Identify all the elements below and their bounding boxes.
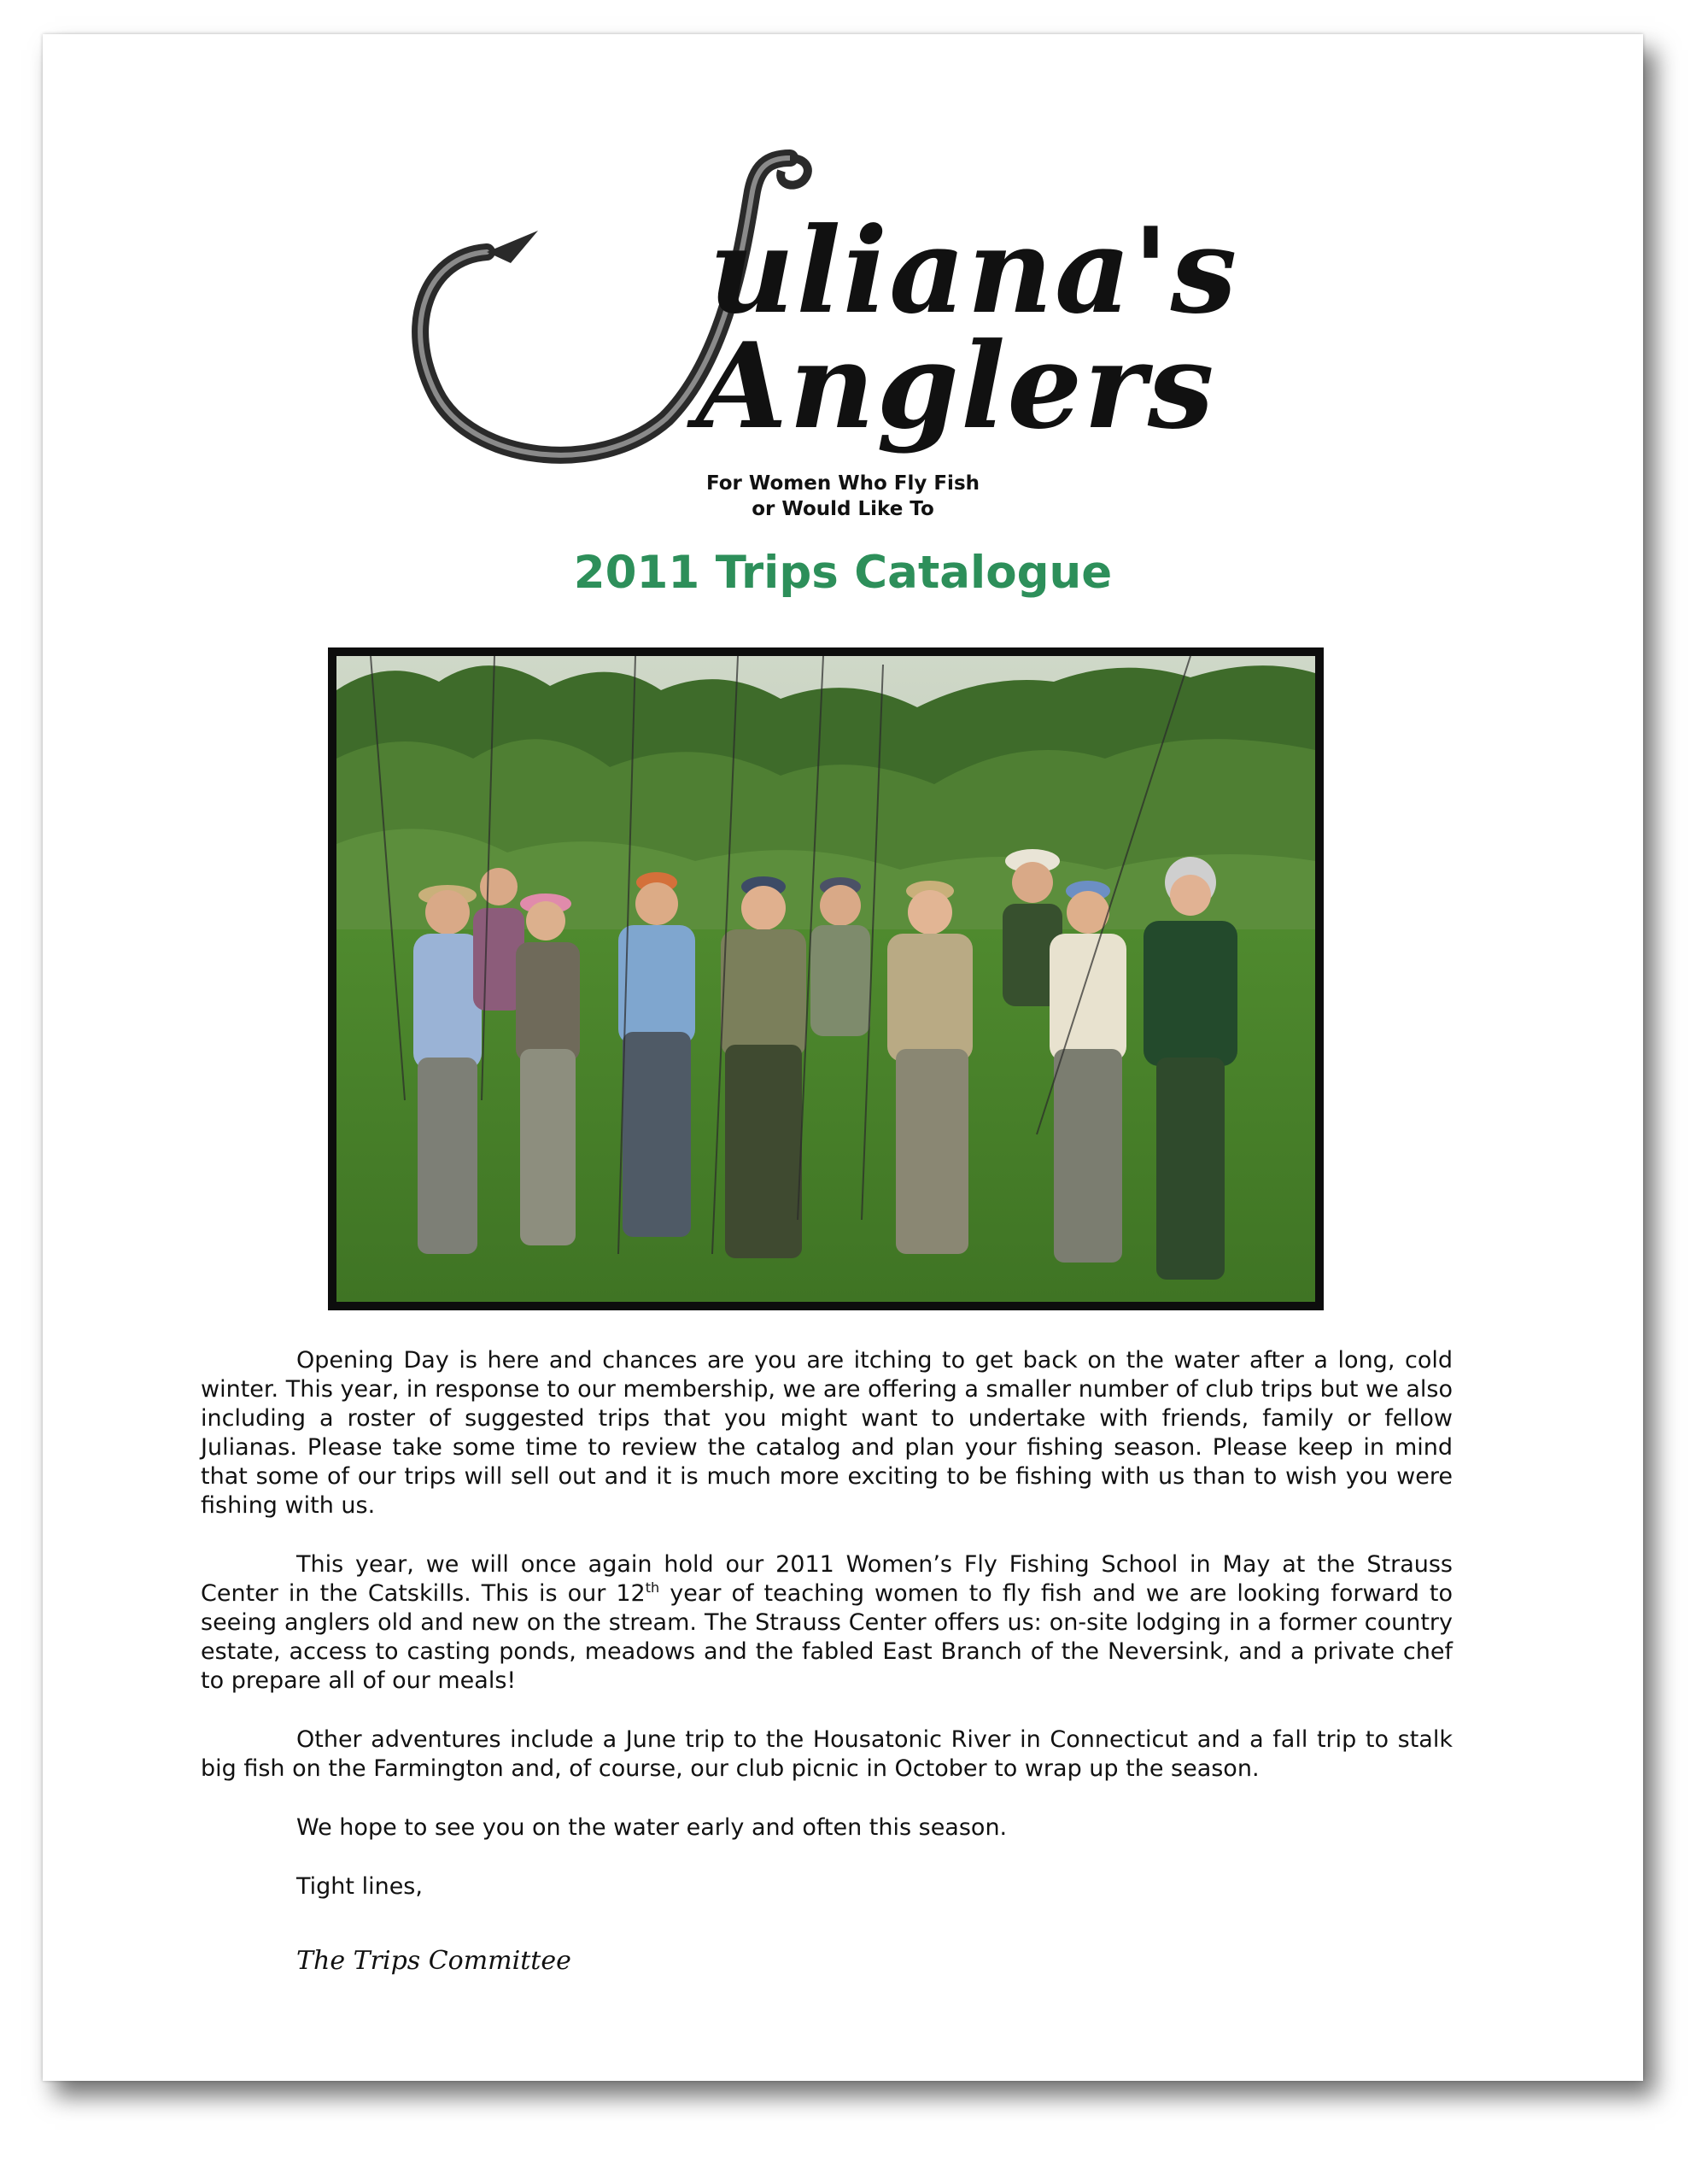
- paragraph-2-superscript: th: [645, 1579, 660, 1596]
- paragraph-2: [201, 1550, 1453, 1696]
- tagline-line-1: For Women Who Fly Fish: [705, 472, 980, 495]
- paragraph-3: Other adventures include a June trip to the Housatonic River in Connecticut and a fall trip to stalk big fish on the Farmington and, of course, our club picnic in October to wrap up the season.: [201, 1726, 1453, 1782]
- group-photo-icon: [336, 656, 1315, 1302]
- catalogue-page: [43, 34, 1643, 2081]
- paragraph-2-part-a: This year, we will once again hold our 2011 Women’s Fly Fishing School in May at the Strauss Center in the Catskills. This is our 12: [201, 1551, 1453, 1607]
- tagline-line-2: or Would Like To: [752, 498, 934, 520]
- paragraph-2-part-b: year of teaching women to fly fish and we are looking forward to seeing anglers old and new on the stream. The Strauss Center offers us: on-site lodging in a former country estate, access to casting ponds, meadows and the fabled East Branch of the Neversink, and a private chef to prepare all of our meals!: [201, 1580, 1453, 1694]
- signature: The Trips Committee: [296, 1946, 571, 1976]
- logo-line-1: uliana's: [709, 201, 1239, 340]
- group-photo: [328, 647, 1324, 1310]
- logo: [401, 120, 1298, 495]
- paragraph-4: We hope to see you on the water early and often this season.: [296, 1814, 1008, 1841]
- body-text: [201, 1346, 1453, 1931]
- closing-line: Tight lines,: [296, 1873, 423, 1900]
- logo-line-2: Anglers: [696, 316, 1216, 455]
- page-title: 2011 Trips Catalogue: [573, 547, 1113, 599]
- paragraph-1: Opening Day is here and chances are you are itching to get back on the water after a long, cold winter. This year, in response to our membership, we are offering a smaller number of club trips but we also including a roster of suggested trips that you might want to undertake with friends, family or fellow Julianas. Please take some time to review the catalog and plan your fishing season. Please keep in mind that some of our trips will sell out and it is much more exciting to be fishing with us than to wish you were fishing with us.: [201, 1347, 1453, 1519]
